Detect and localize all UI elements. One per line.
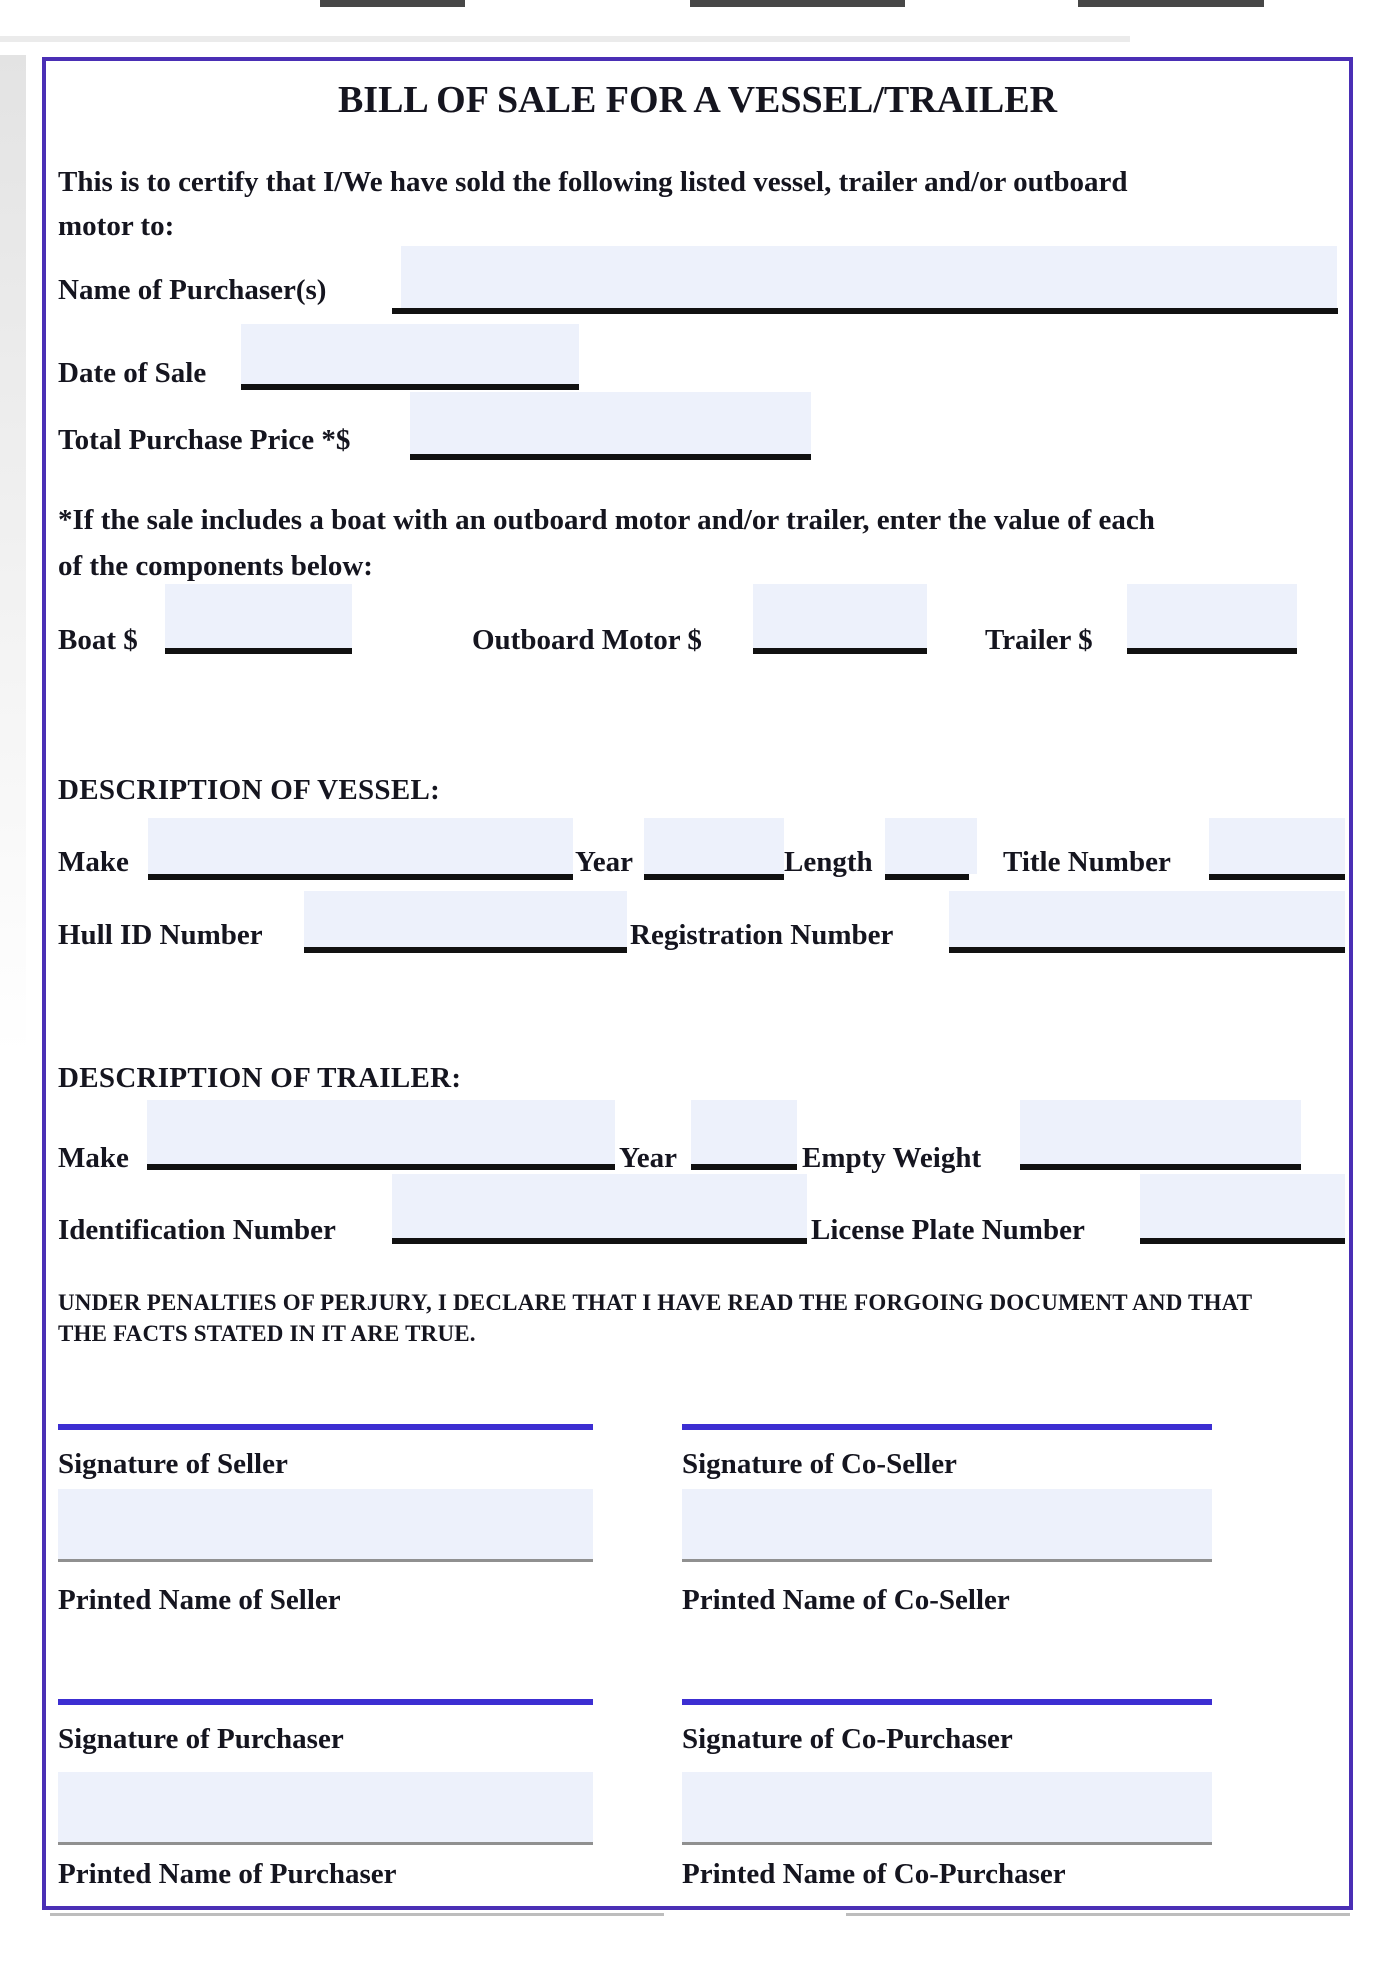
identification-number-label: Identification Number [58, 1214, 336, 1246]
purchaser-printed-name-input[interactable] [58, 1772, 593, 1845]
scan-artifact [320, 0, 465, 7]
vessel-year-input[interactable] [644, 818, 784, 874]
hull-id-input[interactable] [304, 891, 627, 947]
identification-number-underline [392, 1238, 807, 1244]
outboard-value-input[interactable] [753, 584, 927, 648]
registration-number-label: Registration Number [630, 919, 894, 951]
co-seller-printed-name-label: Printed Name of Co-Seller [682, 1584, 1010, 1616]
vessel-year-label: Year [575, 846, 633, 878]
scan-artifact [1078, 0, 1264, 7]
total-price-underline [410, 454, 811, 460]
total-price-input[interactable] [410, 392, 811, 454]
co-purchaser-signature-label: Signature of Co-Purchaser [682, 1723, 1013, 1755]
license-plate-underline [1140, 1238, 1345, 1244]
vessel-make-label: Make [58, 846, 129, 878]
trailer-value-label: Trailer $ [985, 624, 1093, 656]
outboard-value-label: Outboard Motor $ [472, 624, 702, 656]
seller-printed-name-label: Printed Name of Seller [58, 1584, 341, 1616]
date-of-sale-label: Date of Sale [58, 357, 207, 389]
license-plate-label: License Plate Number [811, 1214, 1085, 1246]
empty-weight-underline [1020, 1164, 1301, 1170]
trailer-year-input[interactable] [691, 1100, 797, 1164]
intro-line-2: motor to: [58, 210, 175, 242]
hull-id-label: Hull ID Number [58, 919, 263, 951]
perjury-line-2: THE FACTS STATED IN IT ARE TRUE. [58, 1321, 476, 1346]
vessel-title-number-underline [1209, 874, 1345, 880]
scan-band [0, 36, 1130, 42]
purchaser-signature-line [58, 1699, 593, 1705]
vessel-year-underline [644, 874, 784, 880]
purchaser-name-label: Name of Purchaser(s) [58, 274, 327, 306]
boat-value-input[interactable] [165, 584, 352, 648]
intro-line-1: This is to certify that I/We have sold the following listed vessel, trailer and/or outboard [58, 166, 1128, 198]
co-purchaser-printed-name-label: Printed Name of Co-Purchaser [682, 1858, 1066, 1890]
bottom-border-shadow [846, 1913, 1350, 1916]
co-seller-printed-name-input[interactable] [682, 1489, 1212, 1562]
vessel-title-number-label: Title Number [1003, 846, 1171, 878]
vessel-title-number-input[interactable] [1209, 818, 1345, 874]
total-price-label: Total Purchase Price *$ [58, 424, 351, 456]
vessel-make-input[interactable] [148, 818, 573, 874]
page-edge-shadow [0, 55, 26, 1055]
co-purchaser-printed-name-input[interactable] [682, 1772, 1212, 1845]
hull-id-underline [304, 947, 627, 953]
vessel-length-label: Length [784, 846, 873, 878]
trailer-make-underline [147, 1164, 615, 1170]
vessel-make-underline [148, 874, 573, 880]
registration-number-underline [949, 947, 1345, 953]
boat-value-underline [165, 648, 352, 654]
co-seller-signature-line [682, 1424, 1212, 1430]
empty-weight-input[interactable] [1020, 1100, 1301, 1164]
page-title: BILL OF SALE FOR A VESSEL/TRAILER [337, 79, 1058, 121]
license-plate-input[interactable] [1140, 1174, 1345, 1238]
seller-signature-label: Signature of Seller [58, 1448, 288, 1480]
empty-weight-label: Empty Weight [802, 1142, 982, 1174]
vessel-length-underline [885, 874, 969, 880]
co-purchaser-signature-line [682, 1699, 1212, 1705]
outboard-value-underline [753, 648, 927, 654]
co-seller-signature-label: Signature of Co-Seller [682, 1448, 957, 1480]
value-note-line-1: *If the sale includes a boat with an outboard motor and/or trailer, enter the value of each [58, 504, 1155, 536]
value-note-line-2: of the components below: [58, 550, 373, 582]
date-of-sale-input[interactable] [241, 324, 579, 384]
trailer-make-label: Make [58, 1142, 129, 1174]
purchaser-signature-label: Signature of Purchaser [58, 1723, 344, 1755]
perjury-line-1: UNDER PENALTIES OF PERJURY, I DECLARE THAT I HAVE READ THE FORGOING DOCUMENT AND THAT [58, 1290, 1253, 1315]
trailer-year-underline [691, 1164, 797, 1170]
purchaser-name-input[interactable] [401, 246, 1337, 308]
trailer-year-label: Year [619, 1142, 677, 1174]
identification-number-input[interactable] [392, 1174, 807, 1238]
registration-number-input[interactable] [949, 891, 1345, 947]
trailer-heading: DESCRIPTION OF TRAILER: [58, 1062, 462, 1094]
vessel-heading: DESCRIPTION OF VESSEL: [58, 774, 441, 806]
trailer-value-underline [1127, 648, 1297, 654]
seller-signature-line [58, 1424, 593, 1430]
vessel-length-input[interactable] [885, 818, 977, 874]
scan-artifact [690, 0, 905, 7]
form-border [42, 57, 1353, 1910]
bottom-border-shadow [50, 1913, 664, 1916]
seller-printed-name-input[interactable] [58, 1489, 593, 1562]
trailer-value-input[interactable] [1127, 584, 1297, 648]
trailer-make-input[interactable] [147, 1100, 615, 1164]
boat-value-label: Boat $ [58, 624, 138, 656]
purchaser-name-underline [392, 308, 1338, 314]
purchaser-printed-name-label: Printed Name of Purchaser [58, 1858, 397, 1890]
date-of-sale-underline [241, 384, 579, 390]
